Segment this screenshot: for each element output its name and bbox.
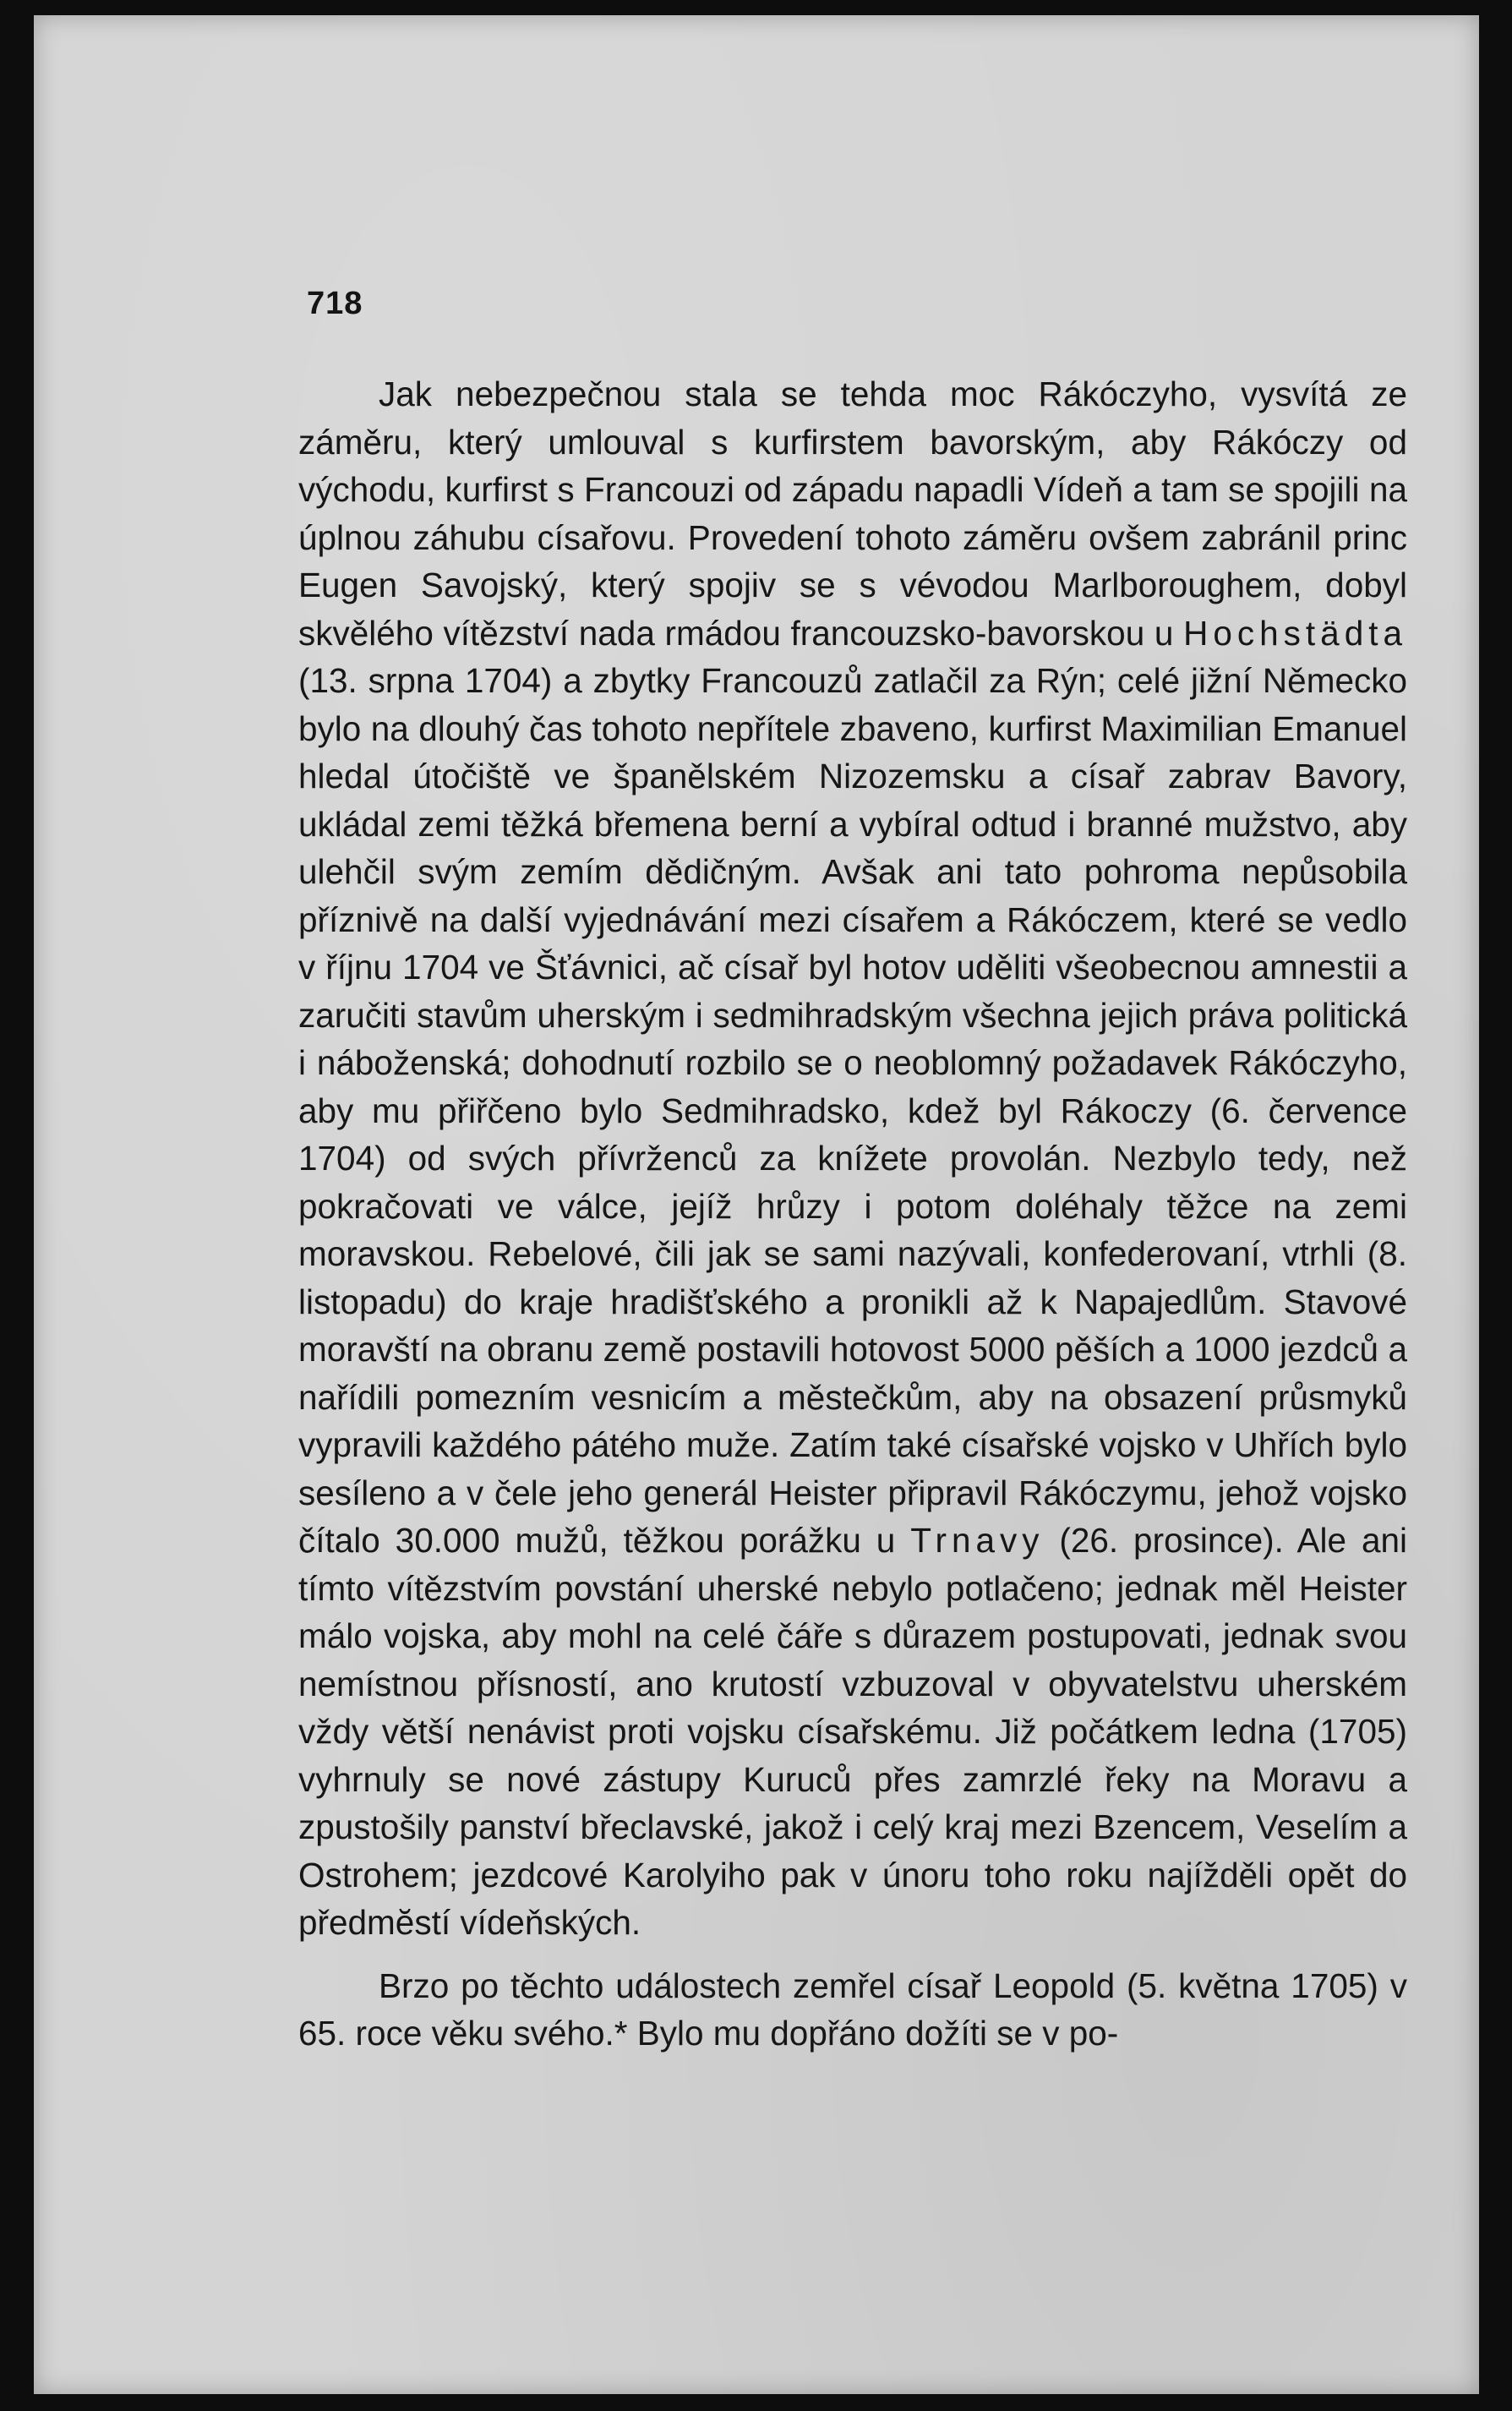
spaced-place-name-trnavy: Trnavy [910, 1521, 1045, 1560]
body-text [298, 370, 1407, 2058]
paragraph [298, 1962, 1407, 2058]
text-run: (26. prosince). Ale ani tímto vítězstvím povstání uherské nebylo potlačeno; jednak měl Heister málo vojska, aby mohl na celé čáře s důrazem postupovati, jednak svou nemístnou přísností, ano krutostí vzbuzoval v obyvatelstvu uherském vždy větší nenávist proti vojsku císařskému. Již počátkem ledna (1705) vyhrnuly se nové zástupy Kuruců přes zamrzlé řeky na Moravu a zpustošily panství břeclavské, jakož i celý kraj mezi Bzencem, Veselím a Ostrohem; jezdcové Karolyiho pak v únoru toho roku najížděli opět do předmĕstí vídeňských. [298, 1521, 1407, 1942]
text-run: Brzo po těchto událostech zemřel císař Leopold (5. května 1705) v 65. roce věku svého.* Bylo mu dopřáno dožíti se v po- [298, 1965, 1407, 2053]
text-run: Jak nebezpečnou stala se tehda moc Rákóczyho, vysvítá ze záměru, který umlouval s kurfirstem bavorským, aby Rákóczy od východu, kurfirst s Francouzi od západu napadli Vídeň a tam se spojili na úplnou záhubu císařovu. Provedení tohoto záměru ovšem zabránil princ Eugen Savojský, který spojiv se s vévodou Marlboroughem, dobyl skvělého vítězství nada rmádou francouzsko-bavorskou u [298, 374, 1407, 653]
spaced-place-name-hochstadt: Hochstädta [1183, 613, 1407, 653]
text-run: (13. srpna 1704) a zbytky Francouzů zatlačil za Rýn; celé jižní Německo bylo na dlouhý čas tohoto nepřítele zbaveno, kurfirst Maximilian Emanuel hledal útočiště ve španělském Nizozemsku a císař zabrav Bavory, ukládal zemi těžká břemena berní a vybíral odtud i branné mužstvo, aby ulehčil svým zemím dědičným. Avšak ani tato pohroma nepůsobila příznivě na další vyjednávání mezi císařem a Rákóczem, které se vedlo v říjnu 1704 ve Šťávnici, ač císař byl hotov uděliti všeobecnou amnestii a zaručiti stavům uherským i sedmihradským všechna jejich práva politická i náboženská; dohodnutí rozbilo se o neoblomný požadavek Rákóczyho, aby mu přiřčeno bylo Sedmihradsko, kdež byl Rákoczy (6. července 1704) od svých přívrženců za knížete provolán. Nezbylo tedy, než pokračovati ve válce, jejíž hrůzy i potom doléhaly těžce na zemi moravskou. Rebelové, čili jak se sami nazývali, konfederovaní, vtrhli (8. listopadu) do kraje hradišťského a pronikli až k Napajedlům. Stavové moravští na obranu země postavili hotovost 5000 pěších a 1000 jezdců a nařídili pomezním vesnicím a městečkům, aby na obsazení průsmyků vypravili každého pátého muže. Zatím také císařské vojsko v Uhřích bylo sesíleno a v čele jeho generál Heister připravil Rákóczymu, jehož vojsko čítalo 30.000 mužů, těžkou porážku u [298, 661, 1407, 1560]
paragraph [298, 370, 1407, 1947]
page-number: 718 [307, 286, 363, 321]
book-page [34, 15, 1479, 2394]
